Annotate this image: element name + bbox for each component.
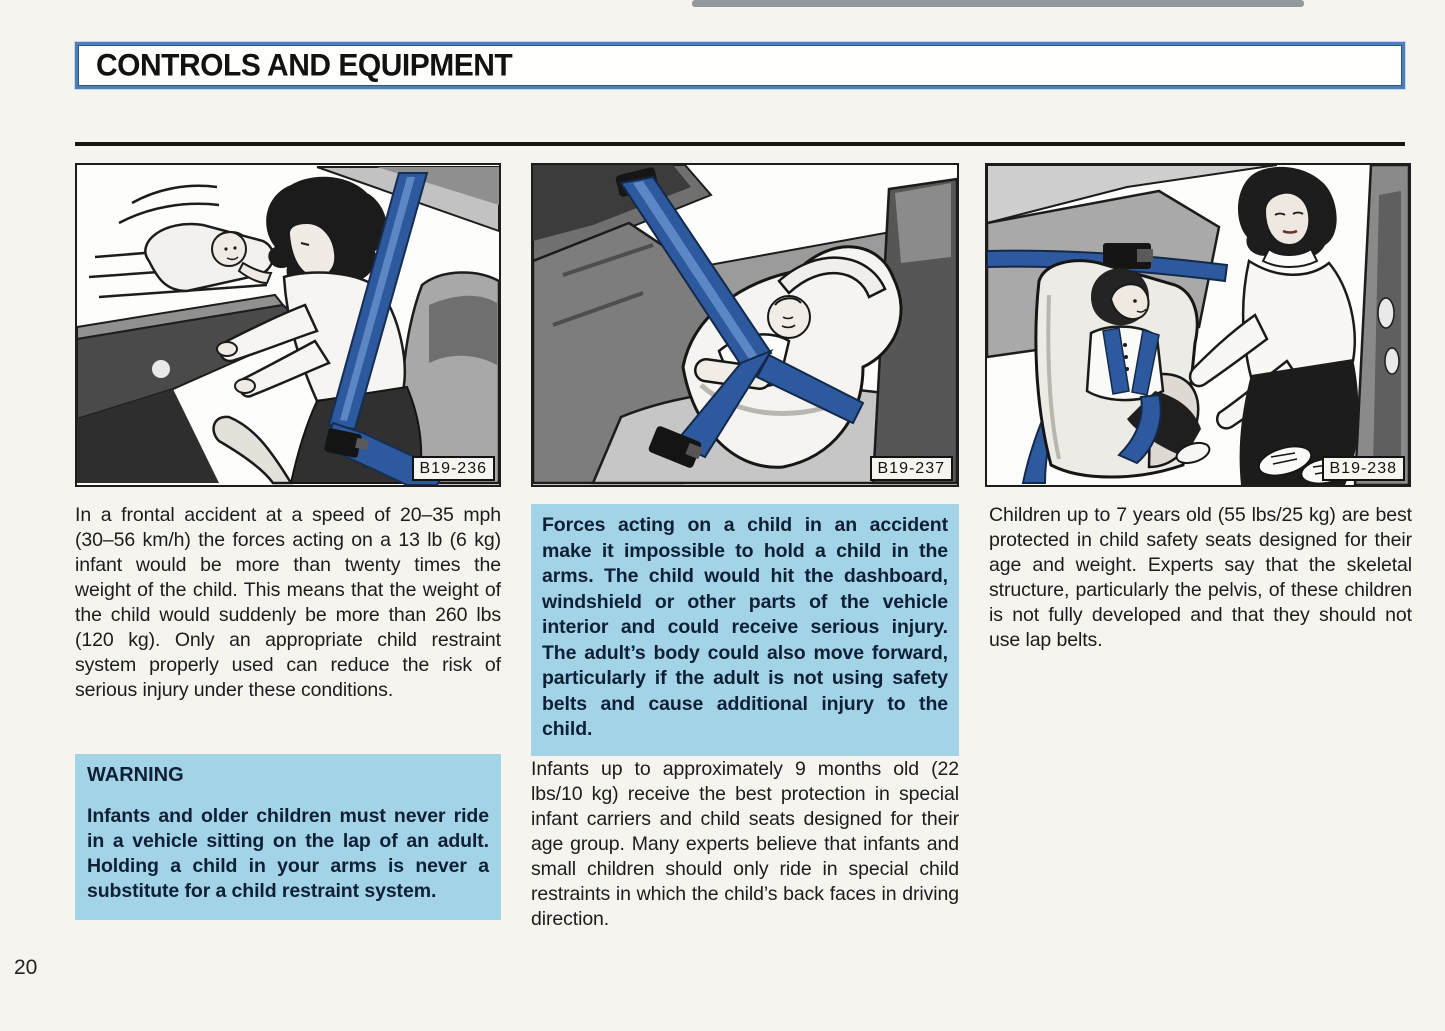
accident-scene-icon — [77, 165, 499, 485]
paragraph-infant-carriers: Infants up to approximately 9 months old (22 lbs/10 kg) receive the best protection in special infant carriers and child seats designed for their age group. Many experts believe that infants and small children should only ride in special child restraints in which the child’s back faces in driving direction. — [531, 758, 959, 930]
page-number: 20 — [14, 956, 38, 979]
warning-box — [75, 754, 501, 920]
paragraph-frontal-accident: In a frontal accident at a speed of 20–35 mph (30–56 km/h) the forces acting on a 13 lb (6 kg) infant would be more than twenty times the weight of the child. This means that the weight of the child would suddenly be more than 260 lbs (120 kg). Only an appropriate child restraint system properly used can reduce the risk of serious injury under these conditions. — [75, 504, 501, 701]
paragraph-child-seats: Children up to 7 years old (55 lbs/25 kg) are best protected in child safety seats designed for their age and weight. Experts say that the skeletal structure, particularly the pelvis, of these children is not fully developed and that they should not use lap belts. — [989, 504, 1412, 651]
figure-label: B19-236 — [412, 456, 496, 481]
figure-infant-carrier-illustration — [531, 163, 959, 487]
figure-label: B19-237 — [870, 456, 954, 481]
figure-child-seat-illustration — [985, 163, 1411, 487]
section-header — [75, 42, 1405, 89]
figure-label: B19-238 — [1322, 456, 1406, 481]
figure-accident-illustration — [75, 163, 501, 487]
warning-heading: WARNING — [87, 764, 184, 786]
highlighted-note: Forces acting on a child in an accident make it impossible to hold a child in the arms. The child would hit the dashboard, windshield or other parts of the vehicle interior and could receive serious injury. The adult’s body could also move forward, particularly if the adult is not using safety belts and cause additional injury to the child. — [531, 504, 959, 756]
infant-carrier-scene-icon — [533, 165, 957, 485]
page-title: CONTROLS AND EQUIPMENT — [96, 47, 513, 83]
child-seat-scene-icon — [987, 165, 1409, 485]
scan-artifact — [692, 0, 1304, 7]
horizontal-rule — [75, 142, 1405, 146]
warning-text: Infants and older children must never ride in a vehicle sitting on the lap of an adult. Holding a child in your arms is never a substitute for a child restraint system. — [87, 805, 489, 902]
